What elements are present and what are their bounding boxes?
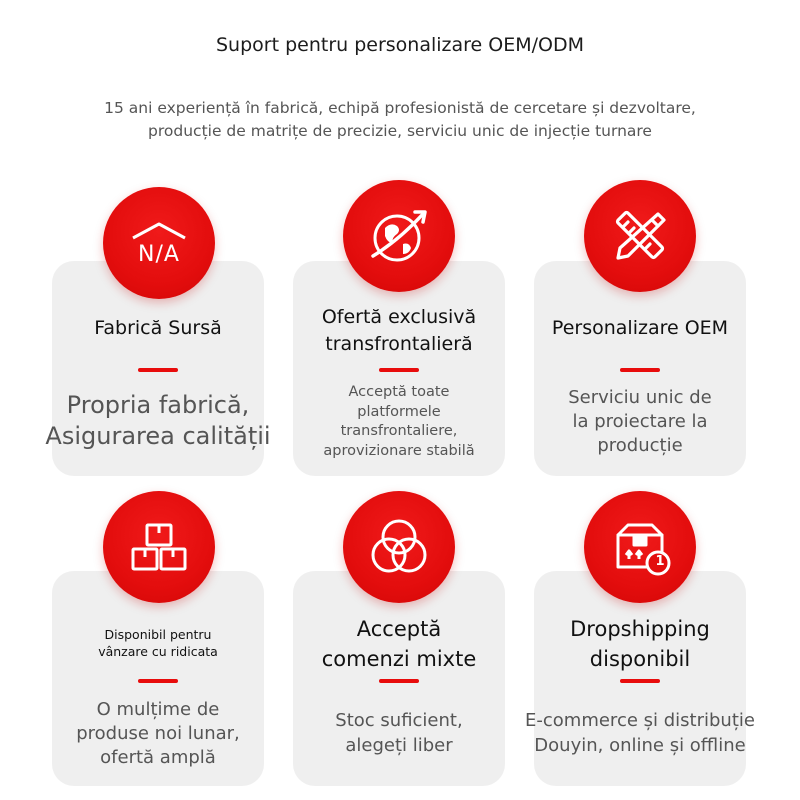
roof-shape: [103, 187, 215, 299]
page-title: Suport pentru personalizare OEM/ODM: [215, 34, 585, 56]
card-title: Acceptă comenzi mixte: [321, 617, 477, 671]
card-divider: [138, 679, 178, 683]
boxes-icon: [123, 511, 195, 583]
card-divider: [620, 368, 660, 372]
venn-icon: [363, 511, 435, 583]
subtitle-line-2: producție de matrițe de precizie, serviciu unic de injecție turnare: [148, 122, 652, 140]
card-description: Serviciu unic de la proiectare la producție: [568, 387, 712, 456]
page-subtitle: [50, 97, 750, 143]
card-title: Disponibil pentru vânzare cu ridicata: [98, 627, 218, 659]
card-title: Fabrică Sursă: [94, 317, 222, 339]
card-divider: [138, 368, 178, 372]
ruler-pencil-icon: [584, 180, 696, 292]
subtitle-line-1: 15 ani experiență în fabrică, echipă profesionistă de cercetare și dezvoltare,: [104, 99, 696, 117]
package-badge-number: 1: [655, 554, 665, 569]
card-title: Dropshipping disponibil: [570, 617, 710, 671]
card-description: Stoc suficient, alegeți liber: [335, 710, 463, 756]
tools-icon: [604, 200, 676, 272]
globe-arrow-icon: [343, 180, 455, 292]
card-divider: [620, 679, 660, 683]
globe-icon: [363, 200, 435, 272]
factory-roof-icon: [103, 187, 215, 299]
card-description: O mulțime de produse noi lunar, ofertă amplă: [76, 699, 240, 768]
stacked-boxes-icon: [103, 491, 215, 603]
card-divider: [379, 368, 419, 372]
card-description: Propria fabrică, Asigurarea calității: [45, 391, 271, 450]
card-description: Acceptă toate platformele transfrontaliere, aprovizionare stabilă: [323, 384, 475, 459]
card-description: E-commerce și distribuție Douyin, online și offline: [525, 710, 755, 756]
overlapping-circles-icon: [343, 491, 455, 603]
package-icon: [604, 511, 676, 583]
icon-placeholder-text: N/A: [138, 241, 180, 267]
card-divider: [379, 679, 419, 683]
card-title: Personalizare OEM: [551, 317, 729, 339]
package-badge-icon: [584, 491, 696, 603]
card-title: Ofertă exclusivă transfrontalieră: [321, 306, 477, 355]
